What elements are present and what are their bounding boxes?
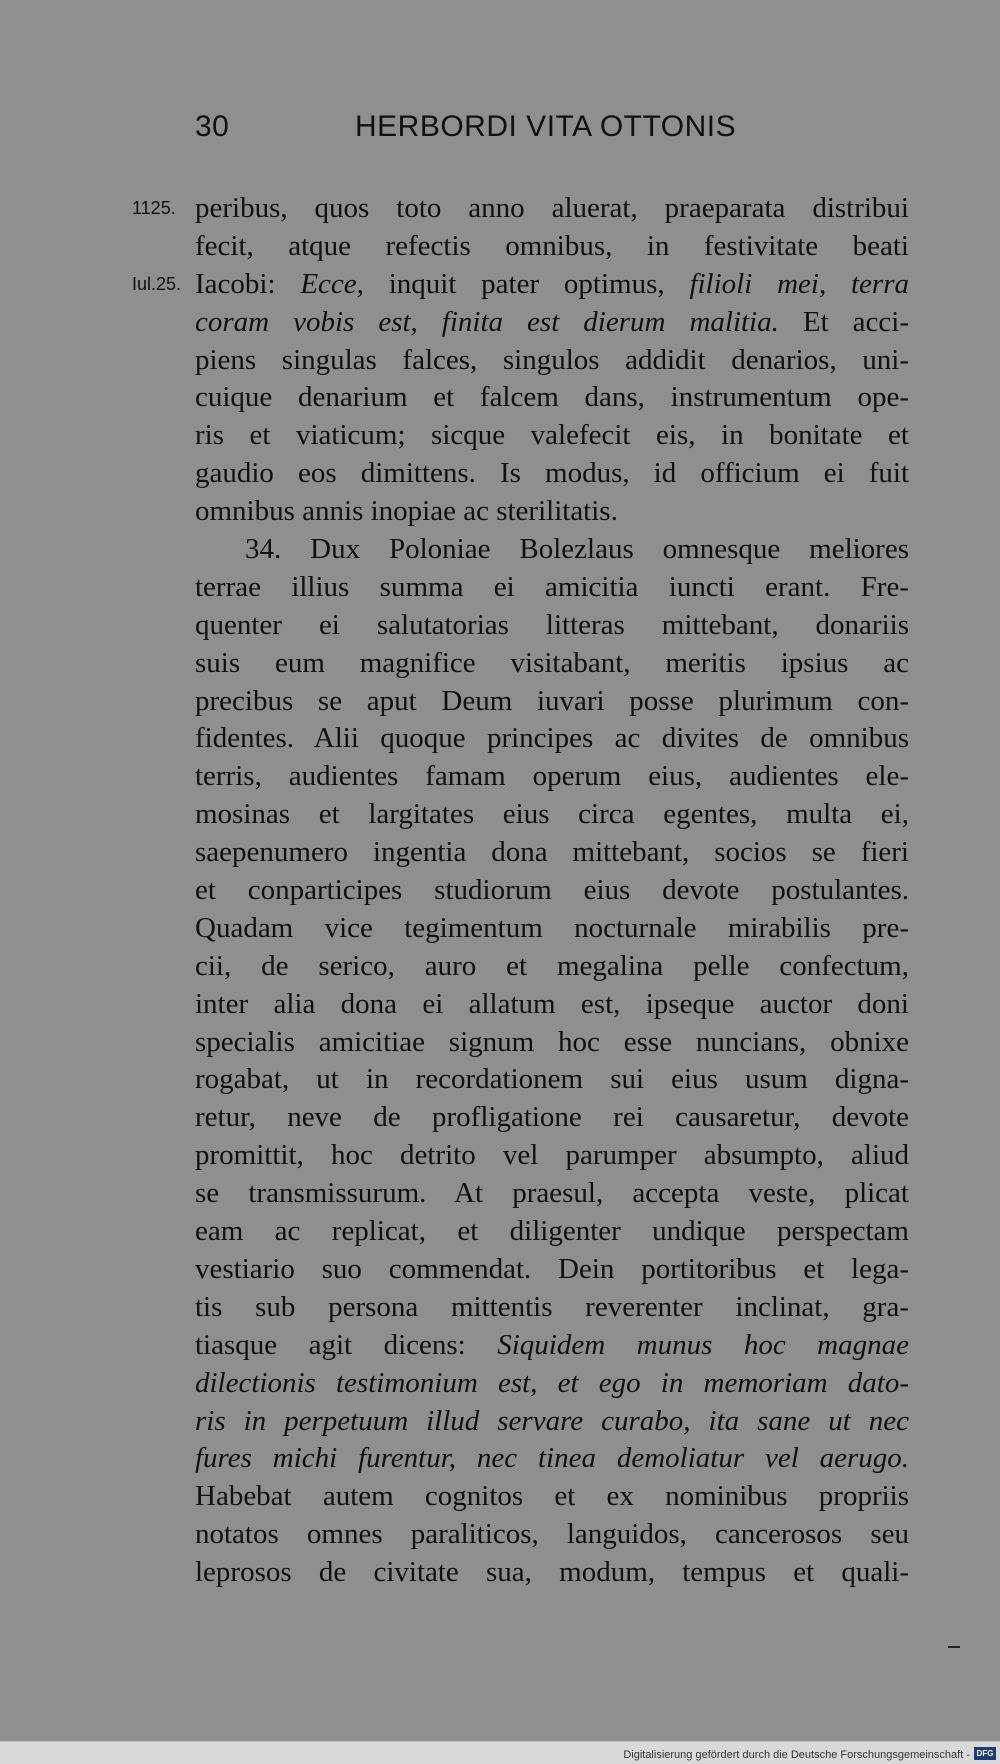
text-line bbox=[195, 1213, 909, 1251]
italic-text: filioli mei, terra bbox=[689, 267, 909, 300]
text-segment: inter alia dona ei allatum est, ipseque auctor doni bbox=[195, 987, 909, 1020]
text-segment: leprosos de civitate sua, modum, tempus et quali- bbox=[195, 1556, 909, 1589]
dfg-logo: DFG bbox=[974, 1747, 996, 1760]
page-header bbox=[195, 110, 765, 160]
text-segment: fidentes. Alii quoque principes ac divites de omnibus bbox=[195, 722, 909, 755]
text-segment: et conparticipes studiorum eius devote postulantes. bbox=[195, 874, 909, 907]
text-segment: Et acci- bbox=[778, 305, 909, 338]
text-segment: Iacobi: bbox=[195, 267, 301, 300]
text-segment: retur, neve de profligatione rei causaretur, devote bbox=[195, 1101, 909, 1134]
text-line bbox=[195, 1099, 909, 1137]
text-line bbox=[195, 1478, 909, 1516]
text-segment: notatos omnes paraliticos, languidos, cancerosos seu bbox=[195, 1518, 909, 1551]
text-segment: terris, audientes famam operum eius, audientes ele- bbox=[195, 760, 909, 793]
text-line bbox=[195, 1175, 909, 1213]
text-line bbox=[195, 948, 909, 986]
footer-credit: Digitalisierung gefördert durch die Deutsche Forschungsgemeinschaft - bbox=[623, 1749, 970, 1761]
page-number: 30 bbox=[195, 110, 230, 143]
text-line bbox=[195, 986, 909, 1024]
text-line bbox=[132, 190, 909, 228]
running-title: HERBORDI VITA OTTONIS bbox=[355, 110, 737, 143]
text-line bbox=[195, 796, 909, 834]
text-segment: mosinas et largitates eius circa egentes, multa ei, bbox=[195, 798, 909, 831]
text-line bbox=[195, 228, 909, 266]
text-line bbox=[195, 493, 909, 531]
margin-note: Iul.25. bbox=[132, 273, 182, 294]
text-segment: precibus se aput Deum iuvari posse plurimum con- bbox=[195, 684, 909, 717]
text-line bbox=[195, 1137, 909, 1175]
text-segment: vestiario suo commendat. Dein portitoribus et lega- bbox=[195, 1252, 909, 1285]
margin-note: 1125. bbox=[132, 198, 176, 218]
italic-text: coram vobis est, finita est dierum malitia. bbox=[195, 305, 779, 338]
edge-mark bbox=[948, 1646, 960, 1648]
text-line bbox=[195, 1251, 909, 1289]
text-segment: cuique denarium et falcem dans, instrumentum ope- bbox=[195, 381, 909, 414]
text-line bbox=[195, 872, 909, 910]
text-segment: 34. Dux Poloniae Bolezlaus omnesque meliores bbox=[245, 533, 909, 566]
italic-text: dilectionis testimonium est, et ego in memoriam dato- bbox=[195, 1366, 909, 1399]
text-line bbox=[195, 910, 909, 948]
text-line bbox=[195, 1365, 909, 1403]
text-segment: fecit, atque refectis omnibus, in festivitate beati bbox=[195, 229, 909, 262]
text-segment: Quadam vice tegimentum nocturnale mirabilis pre- bbox=[195, 911, 909, 944]
text-line bbox=[195, 417, 909, 455]
text-segment: quenter ei salutatorias litteras mittebant, donariis bbox=[195, 608, 909, 641]
text-line bbox=[195, 720, 909, 758]
text-line bbox=[195, 304, 909, 342]
text-segment: se transmissurum. At praesul, accepta veste, plicat bbox=[195, 1177, 909, 1210]
text-line bbox=[195, 645, 909, 683]
text-line bbox=[195, 1403, 909, 1441]
text-segment: cii, de serico, auro et megalina pelle confectum, bbox=[195, 949, 909, 982]
text-segment: inquit pater optimus, bbox=[363, 267, 690, 300]
text-line bbox=[195, 834, 909, 872]
text-segment: ris et viaticum; sicque valefecit eis, in bonitate et bbox=[195, 419, 909, 452]
italic-text: ris in perpetuum illud servare curabo, ita sane ut nec bbox=[195, 1404, 909, 1437]
text-line bbox=[195, 1024, 909, 1062]
text-line bbox=[195, 1554, 909, 1592]
text-line bbox=[195, 758, 909, 796]
text-line bbox=[195, 1289, 909, 1327]
italic-text: fures michi furentur, nec tinea demoliatur vel aerugo. bbox=[195, 1442, 909, 1475]
text-line bbox=[195, 342, 909, 380]
text-segment: terrae illius summa ei amicitia iuncti erant. Fre- bbox=[195, 570, 909, 603]
text-segment: specialis amicitiae signum hoc esse nuncians, obnixe bbox=[195, 1025, 909, 1058]
italic-text: Siquidem munus hoc magnae bbox=[497, 1328, 909, 1361]
text-line bbox=[195, 1327, 909, 1365]
text-segment: omnibus annis inopiae ac sterilitatis. bbox=[195, 495, 618, 528]
text-line bbox=[195, 607, 909, 645]
text-segment: piens singulas falces, singulos addidit denarios, uni- bbox=[195, 343, 909, 376]
text-line bbox=[195, 569, 909, 607]
text-line bbox=[195, 379, 909, 417]
footer-bar bbox=[0, 1741, 1000, 1764]
body-text bbox=[132, 190, 909, 1592]
text-line bbox=[132, 266, 909, 304]
text-segment: tis sub persona mittentis reverenter inclinat, gra- bbox=[195, 1290, 909, 1323]
text-segment: suis eum magnifice visitabant, meritis ipsius ac bbox=[195, 646, 909, 679]
text-segment: saepenumero ingentia dona mittebant, socios se fieri bbox=[195, 836, 909, 869]
text-segment: eam ac replicat, et diligenter undique perspectam bbox=[195, 1215, 909, 1248]
text-line bbox=[195, 1061, 909, 1099]
text-segment: gaudio eos dimittens. Is modus, id officium ei fuit bbox=[195, 457, 909, 490]
text-segment: tiasque agit dicens: bbox=[195, 1328, 498, 1361]
text-line bbox=[195, 1440, 909, 1478]
text-segment: promittit, hoc detrito vel parumper absumpto, aliud bbox=[195, 1139, 909, 1172]
text-segment: Habebat autem cognitos et ex nominibus propriis bbox=[195, 1480, 909, 1513]
text-line bbox=[195, 455, 909, 493]
text-line bbox=[195, 531, 909, 569]
text-line bbox=[195, 683, 909, 721]
italic-text: Ecce, bbox=[300, 267, 364, 300]
text-line bbox=[195, 1516, 909, 1554]
text-segment: rogabat, ut in recordationem sui eius usum digna- bbox=[195, 1063, 909, 1096]
text-segment: peribus, quos toto anno aluerat, praeparata distribui bbox=[195, 192, 909, 224]
